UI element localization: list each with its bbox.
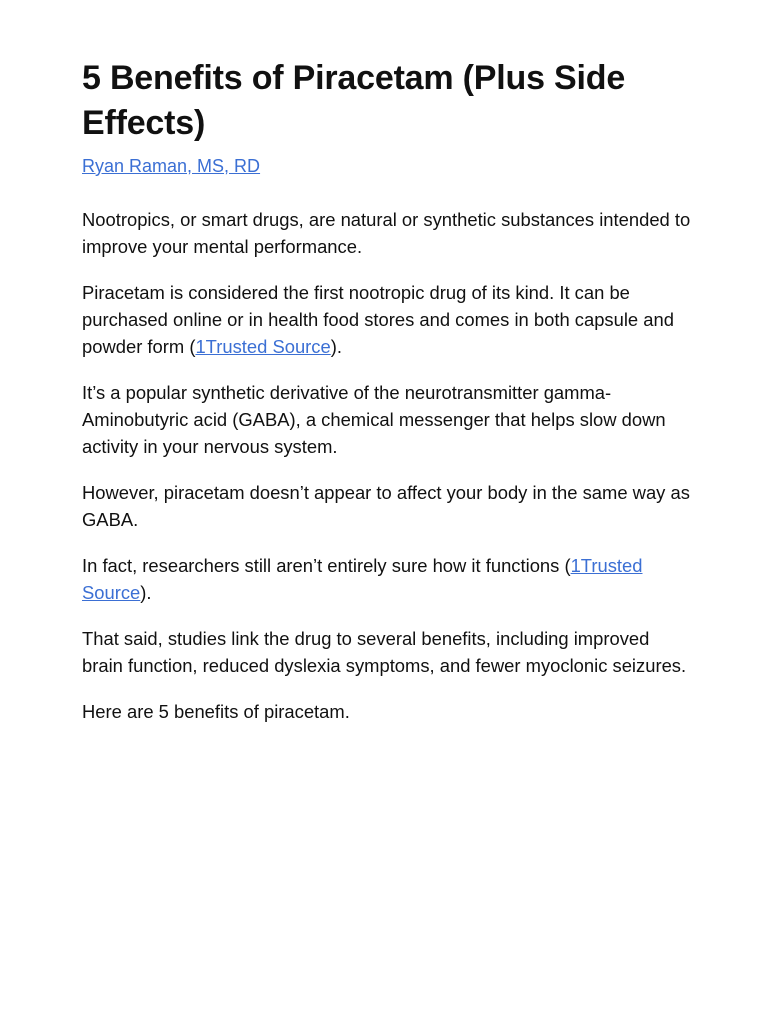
paragraph-4: However, piracetam doesn’t appear to affect your body in the same way as GABA. xyxy=(82,482,690,530)
paragraph-2 xyxy=(82,279,692,360)
paragraph-2-text: Piracetam is considered the first nootropic drug of its kind. It can be purchased online or in health food stores and comes in both capsule and powder form ( xyxy=(82,282,674,357)
paragraph-5-text: In fact, researchers still aren’t entirely sure how it functions ( xyxy=(82,555,571,576)
author-link[interactable]: Ryan Raman, MS, RD xyxy=(82,156,261,176)
paragraph-2-end: ). xyxy=(330,336,342,357)
paragraph-5 xyxy=(82,552,692,606)
paragraph-3: It’s a popular synthetic derivative of the neurotransmitter gamma-Aminobutyric acid (GABA), a chemical messenger that helps slow down activity in your nervous system. xyxy=(82,382,666,457)
trusted-source-link-1[interactable]: 1Trusted Source xyxy=(195,336,331,357)
article-title: 5 Benefits of Piracetam (Plus Side Effects) xyxy=(82,59,626,142)
paragraph-5-end: ). xyxy=(140,582,152,603)
paragraph-6: That said, studies link the drug to several benefits, including improved brain function, reduced dyslexia symptoms, and fewer myoclonic seizures. xyxy=(82,628,687,676)
trusted-source-link-2[interactable]: 1Trusted Source xyxy=(82,555,643,603)
article-body xyxy=(82,206,692,725)
paragraph-7: Here are 5 benefits of piracetam. xyxy=(82,701,350,722)
paragraph-1: Nootropics, or smart drugs, are natural or synthetic substances intended to improve your mental performance. xyxy=(82,209,691,257)
article xyxy=(82,56,692,744)
